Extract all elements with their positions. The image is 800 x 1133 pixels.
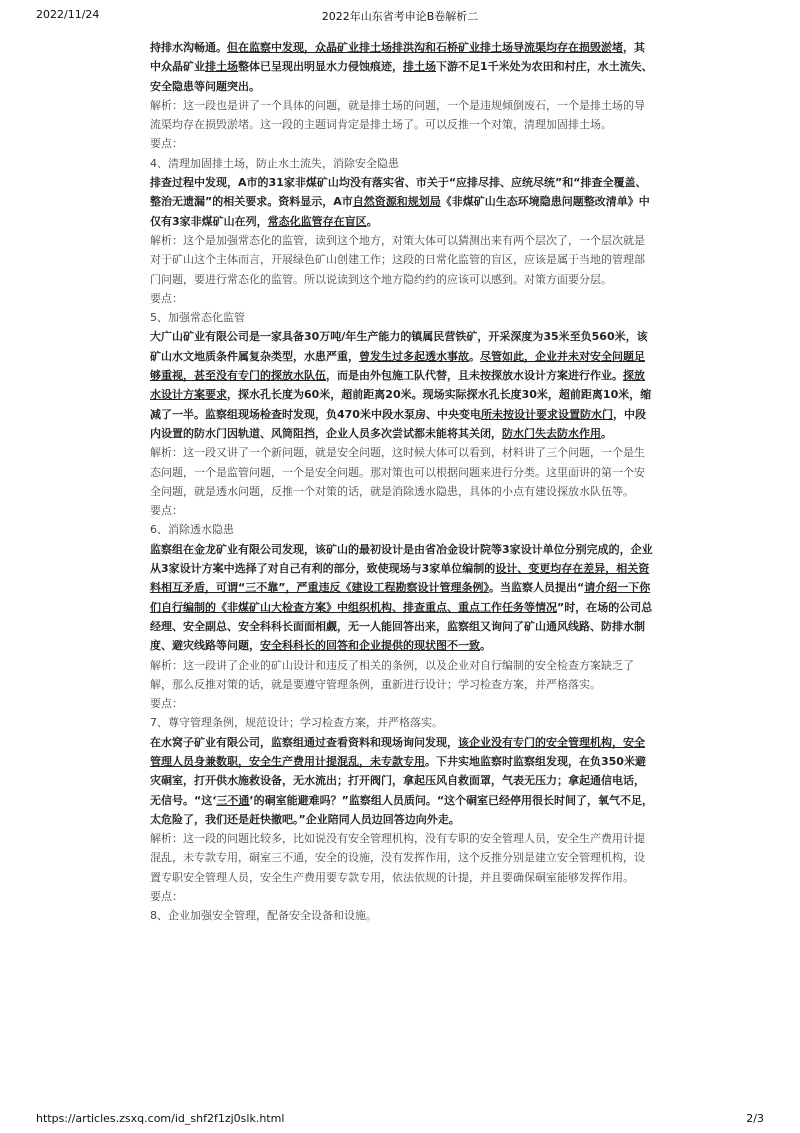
text-run: 大广山矿业有限公司是一家具备30万吨/年生产能力的镇属民营铁矿，开采深度为35米至负560米，该矿山水文地质条件属复杂类型，水患严重， — [150, 330, 648, 363]
text-run: 整体已呈现出明显水力侵蚀痕迹， — [238, 60, 403, 74]
underlined-phrase: 尽管如此，企业并未对安全问题足够重视，甚至没有专门的探放水队伍 — [150, 349, 645, 383]
underlined-phrase: 但在监察中发现，众晶矿业排土场排洪沟和石桥矿业排土场导流渠均存在损毁淤堵 — [227, 41, 623, 54]
underlined-phrase: 防水门失去防水作用 — [502, 426, 601, 440]
material-paragraph — [150, 173, 654, 231]
analysis-paragraph: 解析：这个是加强常态化的监管，读到这个地方，对策大体可以猜测出来有两个层次了，一个层次就是对于矿山这个主体而言，开展绿色矿山创建工作；这段的日常化监管的盲区，应该是属于当地的管理部门问题，要进行常态化的监管。所以说读到这个地方隐约约的应该可以感到。对策方面要分层。 — [150, 233, 645, 286]
underlined-phrase: 曾发生过多起透水事故 — [359, 349, 469, 363]
page-url: https://articles.zsxq.com/id_shf2f1zj0slk.html — [36, 1112, 285, 1125]
analysis-paragraph: 解析：这一段也是讲了一个具体的问题，就是排土场的问题，一个是违规倾倒废石，一个是排土场的导流渠均存在损毁淤堵。这一段的主题词肯定是排土场了。可以反推一个对策，清理加固排土场。 — [150, 98, 645, 132]
material-paragraph — [150, 540, 654, 656]
underlined-phrase: 三不通 — [216, 793, 250, 807]
underlined-phrase: 探放水设计方案要求 — [150, 369, 645, 402]
text-run: 。下井实地监察时监察组发现，在负350米避灾硐室，打开供水施救设备，无水流出；打开阀门，拿起压风自救面罩，气表无压力；拿起通信电话，无信号。“这‘ — [150, 754, 646, 807]
print-date: 2022/11/24 — [36, 8, 100, 21]
underlined-phrase: 排土场 — [403, 60, 436, 74]
text-run: 排查过程中发现，A市的31家非煤矿山均没有落实省、市关于“应排尽排、应统尽统”和“排查全覆盖、整治无遗漏”的相关要求。资料显示，A市 — [150, 176, 647, 209]
analysis-paragraph: 6、消除透水隐患 — [150, 523, 234, 537]
text-run: 。当监察人员提出“ — [488, 581, 585, 595]
text-run: ，其中众晶矿业 — [150, 41, 645, 74]
underlined-phrase: 该企业没有专门的安全管理机构，安全管理人员身兼数职，安全生产费用计提混乱，未专款专用 — [150, 735, 645, 768]
underlined-phrase: 设计、变更均存在差异，相关资料相互矛盾，可谓“三不靠”，严重违反《建设工程勘察设计管理条例》 — [150, 562, 650, 595]
text-run: ，探水孔长度为60米，超前距离20米。现场实际探水孔长度30米，超前距离10米，缩减了一半。监察组现场检查时发现，负470米中段水泵房、中央变电 — [150, 388, 652, 421]
text-run: ’的硐室能避难吗？”监察组人员质问。“这个硐室已经停用很长时间了，氧气不足，太危险了，我们还是赶快撤吧。”企业陪同人员边回答边向外走。 — [150, 793, 654, 826]
analysis-paragraph: 7、尊守管理条例，规范设计；学习检查方案，并严格落实。 — [150, 716, 443, 730]
material-paragraph — [150, 733, 654, 829]
underlined-phrase: 所未按设计要求设置防水门 — [480, 407, 613, 421]
underlined-phrase: 排土场 — [205, 60, 238, 74]
analysis-paragraph: 解析：这一段又讲了一个新问题，就是安全问题，这时候大体可以看到，材料讲了三个问题，一个是生态问题，一个是监管问题，一个是安全问题。那对策也可以根据问题来进行分类。这里面讲的第一个安全问题，就是透水问题，反推一个对策的话，就是消除透水隐患，具体的小点有建设探放水队伍等。 — [150, 446, 645, 498]
text-run: 。 — [601, 426, 612, 440]
text-run: 。 — [480, 639, 491, 653]
text-run: 在水窝子矿业有限公司，监察组通过查看资料和现场询问发现， — [150, 735, 458, 749]
analysis-paragraph: 5、加强常态化监管 — [150, 311, 245, 325]
analysis-paragraph: 要点： — [150, 137, 183, 151]
text-run: 。 — [469, 349, 480, 363]
text-run: 持排水沟畅通。 — [150, 41, 227, 54]
underlined-phrase: 安全科科长的回答和企业提供的现状图不一致 — [260, 639, 480, 653]
analysis-paragraph: 要点： — [150, 291, 183, 305]
text-run: ，中段内设置的防水门因轨道、风筒阻挡，企业人员多次尝试都未能将其关闭， — [150, 407, 646, 440]
page-number: 2/3 — [746, 1112, 764, 1125]
analysis-paragraph: 8、企业加强安全管理，配备安全设备和设施。 — [150, 909, 377, 923]
page-title: 2022年山东省考申论B卷解析二 — [321, 10, 479, 23]
underlined-phrase: 自然资源和规划局 — [352, 195, 441, 209]
analysis-paragraph: 要点： — [150, 890, 183, 904]
analysis-paragraph: 要点： — [150, 697, 183, 711]
analysis-paragraph: 要点： — [150, 504, 183, 518]
material-paragraph — [150, 327, 654, 443]
text-run: ，而是由外包施工队代替，且未按探放水设计方案进行作业。 — [326, 369, 623, 383]
underlined-phrase: 常态化监管存在盲区 — [267, 214, 367, 228]
text-run: ”时，在场的公司总经理、安全副总、安全科科长面面相觑，无一人能回答出来，监察组又询问了矿山通风线路、防排水制度、避灾线路等问题， — [150, 600, 653, 653]
material-paragraph — [150, 38, 654, 96]
text-run: 。 — [366, 214, 378, 228]
analysis-paragraph: 4、清理加固排土场，防止水土流失，消除安全隐患 — [150, 156, 399, 170]
analysis-paragraph: 解析：这一段的问题比较多，比如说没有安全管理机构，没有专职的安全管理人员，安全生产费用计提混乱，未专款专用，硐室三不通，安全的设施，没有发挥作用，这个反推分别是建立安全管理机构，设置专职安全管理人员，安全生产费用要专款专用，依法依规的计提，并且要确保硐室能够发挥作用。 — [150, 832, 645, 884]
article-body — [150, 38, 654, 926]
analysis-paragraph: 解析：这一段讲了企业的矿山设计和违反了相关的条例，以及企业对自行编制的安全检查方案缺乏了解，那么反推对策的话，就是要遵守管理条例，重新进行设计；学习检查方案，并严格落实。 — [150, 658, 634, 691]
text-run: 下游不足1千米处为农田和村庄，水土流失、安全隐患等问题突出。 — [150, 60, 653, 93]
text-run: 《非煤矿山生态环境隐患问题整改清单》中仅有3家非煤矿山在列， — [150, 195, 650, 228]
underlined-phrase: 请介绍一下你们自行编制的《非煤矿山大检查方案》中组织机构、排查重点、重点工作任务等情况 — [150, 581, 651, 614]
text-run: 监察组在金龙矿业有限公司发现，该矿山的最初设计是由省冶金设计院等3家设计单位分别完成的，企业从3家设计方案中选择了对自己有利的部分，致使现场与3家单位编制的 — [150, 542, 653, 576]
